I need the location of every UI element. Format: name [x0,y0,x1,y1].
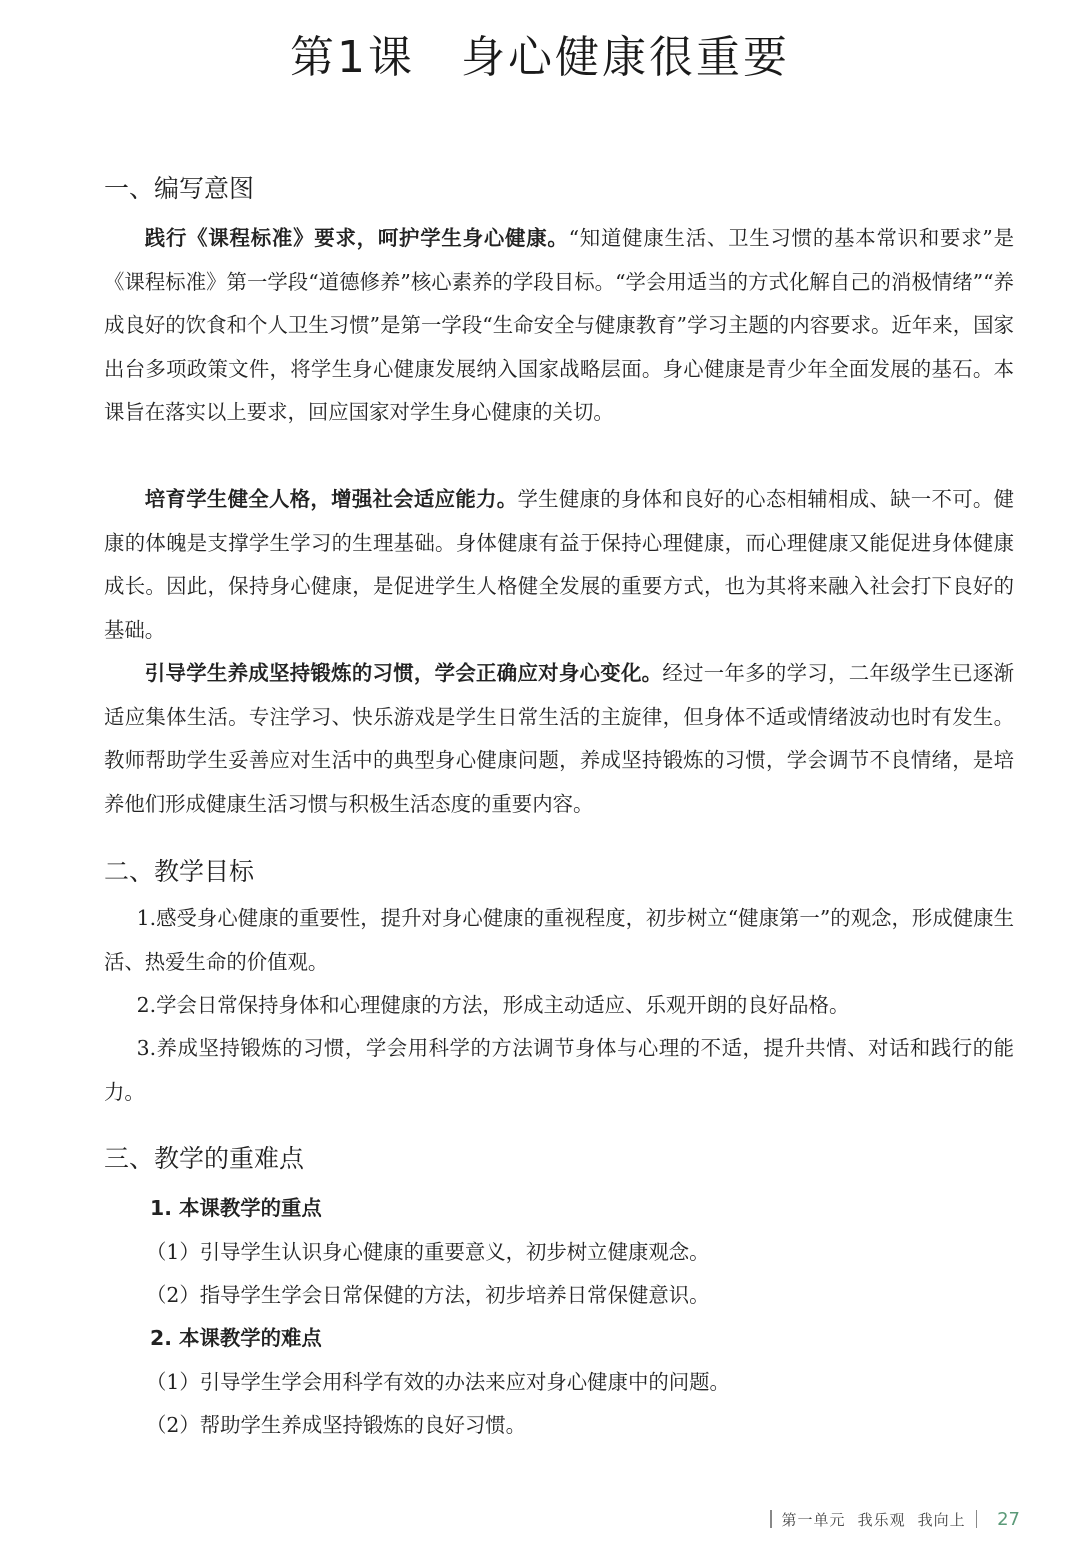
footer-divider [976,1510,978,1528]
paragraph-lead: 培育学生健全人格，增强社会适应能力。 [144,487,518,511]
goal-item-2: 2.学会日常保持身体和心理健康的方法，形成主动适应、乐观开朗的良好品格。 [136,993,850,1017]
focus-heading: 1. 本课教学的重点 [150,1196,322,1220]
intent-paragraph-3 [104,652,1014,826]
paragraph-lead: 践行《课程标准》要求，呵护学生身心健康。 [144,226,569,250]
lesson-name: 身心健康很重要 [461,32,790,83]
page-title [0,28,1080,88]
section-heading-keypoints: 三、教学的重难点 [104,1144,305,1173]
unit-motto-1: 我乐观 [857,1510,906,1529]
paragraph-body: “知道健康生活、卫生习惯的基本常识和要求”是《课程标准》第一学段“道德修养”核心素养的学段目标。“学会用适当的方式化解自己的消极情绪”“养成良好的饮食和个人卫生习惯”是第一学段“生命安全与健康教育”学习主题的内容要求。近年来，国家出台多项政策文件，将学生身心健康发展纳入国家战略层面。身心健康是青少年全面发展的基石。本课旨在落实以上要求，回应国家对学生身心健康的关切。 [104,226,1014,424]
unit-name: 第一单元 [781,1510,846,1529]
difficulty-item-2: （2）帮助学生养成坚持锻炼的良好习惯。 [146,1413,527,1437]
page-footer [770,1506,1020,1532]
unit-motto-2: 我向上 [917,1510,966,1529]
intent-paragraph-1 [104,217,1014,435]
section-heading-intent: 一、编写意图 [104,174,255,203]
goal-item-1: 1.感受身心健康的重要性，提升对身心健康的重视程度，初步树立“健康第一”的观念，形成健康生活、热爱生命的价值观。 [104,906,1014,974]
paragraph-body: 学生健康的身体和良好的心态相辅相成、缺一不可。健康的体魄是支撑学生学习的生理基础。身体健康有益于保持心理健康，而心理健康又能促进身体健康成长。因此，保持身心健康，是促进学生人格健全发展的重要方式，也为其将来融入社会打下良好的基础。 [104,487,1015,642]
page-number: 27 [997,1508,1020,1530]
difficulty-heading: 2. 本课教学的难点 [150,1326,322,1350]
focus-item-2: （2）指导学生学会日常保健的方法，初步培养日常保健意识。 [146,1283,710,1307]
paragraph-lead: 引导学生养成坚持锻炼的习惯，学会正确应对身心变化。 [144,661,663,685]
paragraph-body: 经过一年多的学习，二年级学生已逐渐适应集体生活。专注学习、快乐游戏是学生日常生活的主旋律，但身体不适或情绪波动也时有发生。教师帮助学生妥善应对生活中的典型身心健康问题，养成坚持锻炼的习惯，学会调节不良情绪，是培养他们形成健康生活习惯与积极生活态度的重要内容。 [104,661,1015,816]
goal-item-3: 3.养成坚持锻炼的习惯，学会用科学的方法调节身体与心理的不适，提升共情、对话和践行的能力。 [104,1036,1014,1104]
focus-item-1: （1）引导学生认识身心健康的重要意义，初步树立健康观念。 [146,1240,710,1264]
footer-divider [770,1510,772,1528]
difficulty-item-1: （1）引导学生学会用科学有效的办法来应对身心健康中的问题。 [146,1370,730,1394]
footer-unit-label [782,1509,966,1530]
lesson-number: 第1课 [290,32,415,83]
intent-paragraph-2 [104,478,1014,652]
section-heading-goals: 二、教学目标 [104,857,255,886]
